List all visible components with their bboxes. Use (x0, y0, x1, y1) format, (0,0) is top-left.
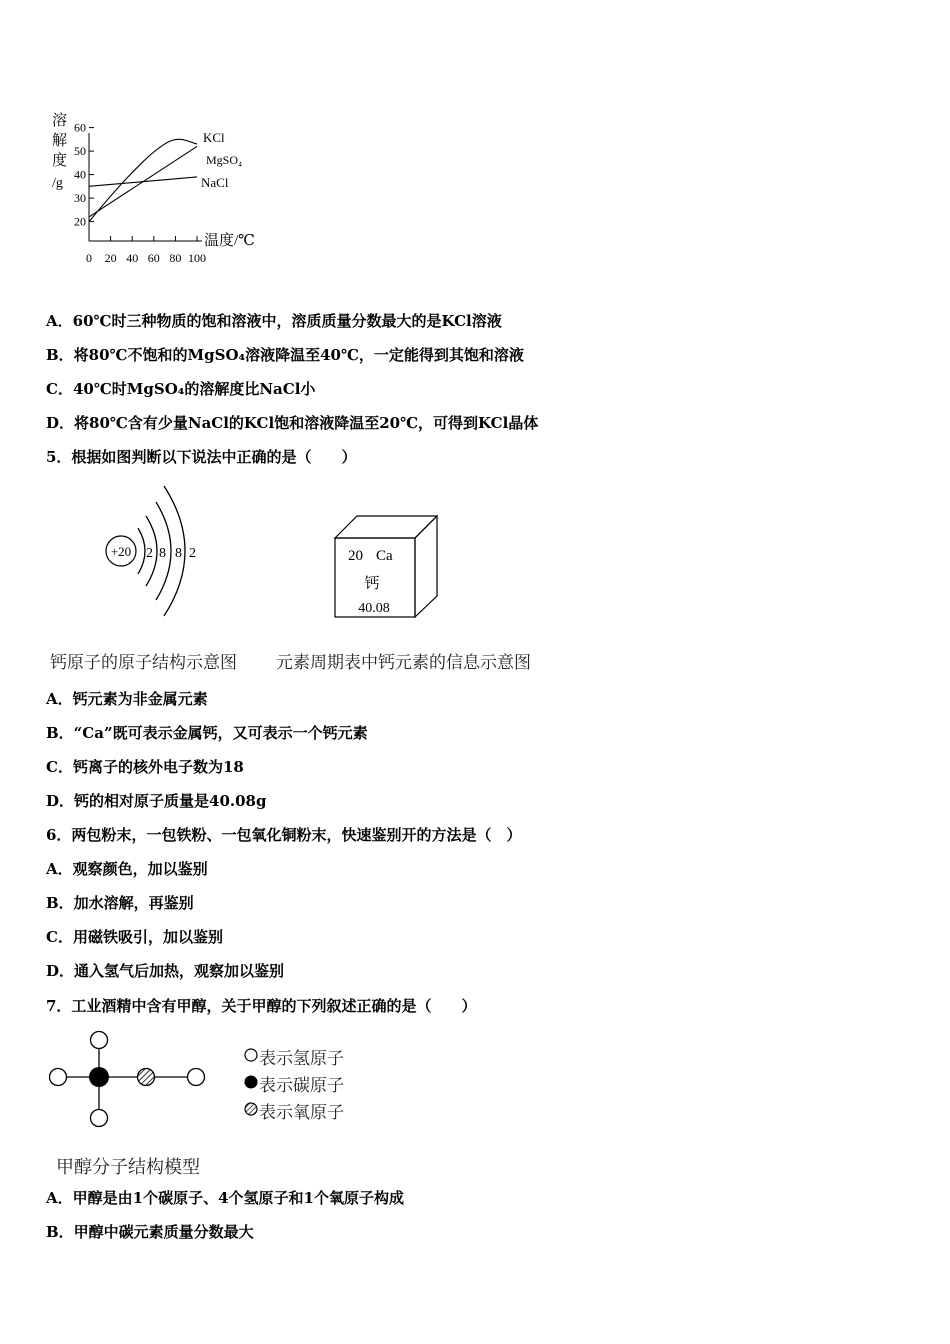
q7-option-a: A．甲醇是由1个碳原子、4个氢原子和1个氧原子构成 (46, 1189, 404, 1207)
x-tick-label: 20 (104, 251, 117, 265)
q6-stem: 6．两包粉末，一包铁粉、一包氧化铜粉末，快速鉴别开的方法是（ ） (46, 826, 522, 844)
q6-option-c: C．用磁铁吸引，加以鉴别 (46, 928, 223, 946)
methanol-legend (244, 1044, 384, 1124)
shell-electrons: 2 (189, 546, 196, 561)
x-tick-label: 40 (126, 251, 139, 265)
hydrogen-atom (188, 1069, 205, 1086)
carbon-atom (89, 1067, 109, 1087)
element-name: 钙 (364, 576, 380, 592)
q4-option-b: B．将80℃不饱和的MgSO₄溶液降温至40℃，一定能得到其饱和溶液 (46, 346, 524, 364)
periodic-tile-svg (330, 512, 442, 620)
q5-option-b: B．“Ca”既可表示金属钙，又可表示一个钙元素 (46, 724, 368, 742)
x-tick-label: 100 (188, 251, 206, 265)
x-tick-label: 60 (147, 251, 160, 265)
periodic-table-tile (330, 512, 442, 620)
series-line-nacl (89, 177, 197, 186)
atom-structure-svg (98, 480, 218, 620)
legend-hydrogen: 表示氢原子 (259, 1049, 344, 1069)
nucleus-charge: +20 (110, 544, 132, 559)
ylabel-char: 溶 (52, 113, 68, 129)
legend-markers (244, 1044, 258, 1124)
hydrogen-atom (91, 1032, 108, 1049)
y-tick-label: 20 (74, 214, 86, 229)
atomic-mass: 40.08 (358, 601, 390, 616)
methanol-model (44, 1028, 214, 1130)
q6-option-a: A．观察颜色，加以鉴别 (46, 860, 208, 878)
ylabel-char: /g (52, 176, 63, 191)
shell-electrons: 8 (175, 546, 182, 561)
atom-structure-diagram (98, 480, 218, 620)
oxygen-legend-icon (245, 1103, 257, 1115)
x-tick-label: 0 (86, 251, 92, 265)
q4-option-d: D．将80℃含有少量NaCl的KCl饱和溶液降温至20℃，可得到KCl晶体 (46, 414, 539, 432)
x-tick-label: 80 (169, 251, 182, 265)
element-symbol: Ca (376, 548, 393, 564)
q7-stem: 7．工业酒精中含有甲醇，关于甲醇的下列叙述正确的是（ ） (46, 997, 477, 1015)
q5-option-a: A．钙元素为非金属元素 (46, 690, 208, 708)
q6-option-d: D．通入氢气后加热，观察加以鉴别 (46, 962, 285, 980)
solubility-chart-svg (40, 105, 280, 275)
q4-option-a: A．60℃时三种物质的饱和溶液中，溶质质量分数最大的是KCl溶液 (46, 312, 502, 330)
hydrogen-legend-icon (245, 1049, 257, 1061)
legend-label-mgso4: MgSO₄ (206, 153, 243, 167)
legend-oxygen: 表示氧原子 (259, 1103, 344, 1123)
q5-option-c: C．钙离子的核外电子数为18 (46, 758, 244, 776)
legend-carbon: 表示碳原子 (259, 1076, 344, 1096)
hydrogen-atom (50, 1069, 67, 1086)
shell-electrons: 8 (159, 546, 166, 561)
atomic-number: 20 (348, 548, 363, 564)
legend-label-nacl: NaCl (201, 175, 229, 190)
series-line-kcl (89, 139, 197, 221)
y-tick-label: 60 (74, 120, 86, 135)
q5-option-d: D．钙的相对原子质量是40.08g (46, 792, 267, 810)
tile-caption: 元素周期表中钙元素的信息示意图 (276, 653, 531, 673)
y-tick-label: 40 (74, 167, 86, 182)
atom-diagram-caption: 钙原子的原子结构示意图 (50, 653, 237, 673)
q5-stem: 5．根据如图判断以下说法中正确的是（ ） (46, 448, 357, 466)
electron-shell-arc (138, 528, 145, 574)
x-axis-title: 温度/℃ (204, 233, 255, 249)
ylabel-char: 解 (52, 133, 68, 149)
ylabel-char: 度 (52, 153, 68, 169)
oxygen-atom (138, 1069, 155, 1086)
shell-electrons: 2 (146, 546, 153, 561)
carbon-legend-icon (245, 1076, 258, 1089)
methanol-model-svg (44, 1028, 214, 1130)
tile-top-face (335, 516, 437, 538)
q6-option-b: B．加水溶解，再鉴别 (46, 894, 194, 912)
legend-label-kcl: KCl (203, 130, 225, 145)
y-tick-label: 30 (74, 191, 86, 206)
solubility-chart (40, 105, 280, 275)
q7-option-b: B．甲醇中碳元素质量分数最大 (46, 1223, 254, 1241)
q4-option-c: C．40℃时MgSO₄的溶解度比NaCl小 (46, 380, 316, 398)
hydrogen-atom (91, 1110, 108, 1127)
methanol-caption: 甲醇分子结构模型 (56, 1157, 200, 1178)
tile-side-face (415, 516, 437, 617)
y-tick-label: 50 (74, 144, 86, 159)
